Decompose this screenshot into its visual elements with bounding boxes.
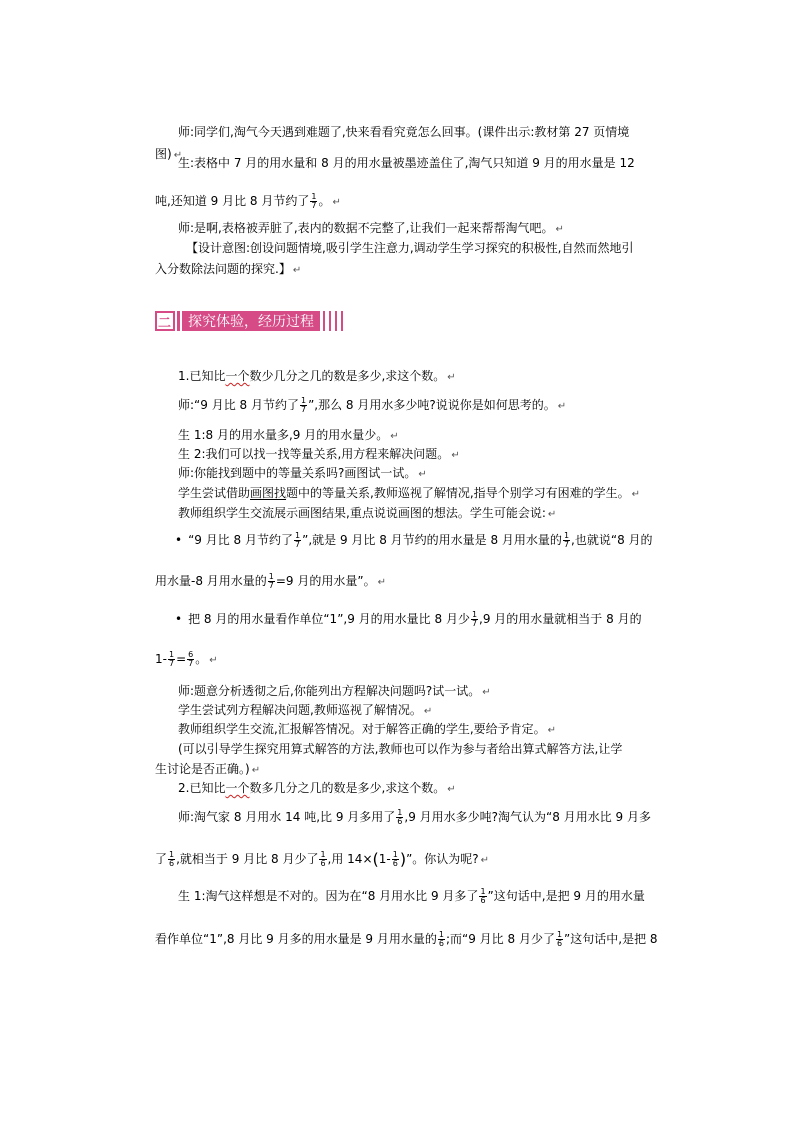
fraction: $\frac{1}{6}$ xyxy=(169,850,175,868)
paragraph-mark-icon: ↵ xyxy=(423,706,433,717)
fraction: $\frac{1}{6}$ xyxy=(392,850,398,868)
text-line xyxy=(155,193,341,211)
text: 师:是啊,表格被弄脏了,表内的数据不完整了,让我们一起来帮帮淘气吧。 xyxy=(178,221,554,235)
text-line: 生 1:淘气这样想是不对的。因为在“8 月用水比 9 月多了 $\frac{1}{6}$ ”这句话中,是把 9 月的用水量 xyxy=(178,887,645,905)
section-title-text: 探究体验，经历过程 xyxy=(188,314,314,330)
text-line: 学生尝试列方程解决问题,教师巡视了解情况。 ↵ xyxy=(178,703,433,717)
text-line: 师:淘气家 8 月用水 14 吨,比 9 月多用了 $\frac{1}{6}$ ,9 月用水多少吨?淘气认为“8 月用水比 9 月多 xyxy=(178,808,651,826)
text: 吨,还知道 9 月比 8 月节约了 xyxy=(155,194,310,208)
paragraph-mark-icon: ↵ xyxy=(631,489,641,500)
fraction: $\frac{1}{6}$ xyxy=(320,850,326,868)
bullet-line: • 把 8 月的用水量看作单位“1”,9 月的用水量比 8 月少 $\frac{1}{7}$ ,9 月的用水量就相当于 8 月的 xyxy=(175,610,642,628)
text: 【设计意图:创设问题情境,吸引学生注意力,调动学生学习探究的积极性,自然而然地引 xyxy=(186,241,634,255)
text-line: 1- $\frac{1}{7}$ = $\frac{6}{7}$ 。 ↵ xyxy=(155,650,218,668)
paragraph-mark-icon: ↵ xyxy=(547,725,557,736)
fraction: $\frac{1}{7}$ xyxy=(300,396,307,414)
bullet-icon: • xyxy=(175,533,183,547)
text: 图) xyxy=(155,147,172,161)
section-stripes xyxy=(323,311,347,331)
text-line: 师:你能找到题中的等量关系吗?画图试一试。 ↵ xyxy=(178,466,427,480)
text-line xyxy=(178,155,635,171)
paragraph-mark-icon: ↵ xyxy=(332,197,341,208)
text-line: 师:题意分析透彻之后,你能列出方程解决问题吗?试一试。 ↵ xyxy=(178,684,491,698)
paragraph-mark-icon: ↵ xyxy=(447,372,456,383)
spell-check-underline: 一个 xyxy=(225,781,250,795)
paragraph-mark-icon: ↵ xyxy=(377,577,386,588)
text-line xyxy=(186,240,634,256)
fraction: $\frac{1}{7}$ xyxy=(168,650,175,668)
text: 生:表格中 7 月的用水量和 8 月的用水量被墨迹盖住了,淘气只知道 9 月的用水量是 12 xyxy=(178,156,635,170)
paragraph-mark-icon: ↵ xyxy=(447,784,456,795)
bullet-icon: • xyxy=(175,612,183,626)
text: 入分数除法问题的探究.】 xyxy=(155,262,291,276)
paragraph-mark-icon: ↵ xyxy=(173,150,183,161)
paragraph-mark-icon: ↵ xyxy=(557,401,567,412)
text-line: 2.已知比一个数多几分之几的数是多少,求这个数。 ↵ xyxy=(178,781,456,795)
section-header xyxy=(155,311,347,331)
text-line xyxy=(155,261,301,279)
fraction: $\frac{1}{7}$ xyxy=(268,572,274,590)
section-number-box xyxy=(155,311,175,331)
fraction: $\frac{6}{7}$ xyxy=(188,650,194,668)
text-line: 学生尝试借助画图找题中的等量关系,教师巡视了解情况,指导个别学习有困难的学生。 ↵ xyxy=(178,486,641,500)
paragraph-mark-icon: ↵ xyxy=(555,224,564,235)
paragraph-mark-icon: ↵ xyxy=(482,687,491,698)
text-line: 了 $\frac{1}{6}$ ,就相当于 9 月比 8 月少了 $\frac{1}{6}$ ,用 14×(1- $\frac{1}{6}$ )”。你认为呢? ↵ xyxy=(155,849,490,869)
section-number: 二 xyxy=(157,315,172,331)
paragraph-mark-icon: ↵ xyxy=(251,765,261,776)
section-title xyxy=(182,311,320,331)
fraction: $\frac{1}{7}$ xyxy=(471,610,478,628)
fraction: $\frac{1}{6}$ xyxy=(480,887,486,905)
section-divider xyxy=(177,311,180,331)
fraction: $\frac{1}{7}$ xyxy=(311,192,317,210)
fraction: $\frac{1}{6}$ xyxy=(397,808,403,826)
text: 师:同学们,淘气今天遇到难题了,快来看看究竟怎么回事。(课件出示:教材第 27 页情境 xyxy=(178,125,630,139)
text-line xyxy=(178,124,629,140)
underlined-text: 画图找 xyxy=(250,486,287,500)
text-line: 生 2:我们可以找一找等量关系,用方程来解决问题。 ↵ xyxy=(178,447,460,461)
fraction: $\frac{1}{7}$ xyxy=(295,531,301,549)
text-line: 生 1:8 月的用水量多,9 月的用水量少。 ↵ xyxy=(178,428,399,442)
text-line xyxy=(178,220,564,238)
fraction: $\frac{1}{7}$ xyxy=(563,531,570,549)
text-line: 教师组织学生交流展示画图结果,重点说说画图的想法。学生可能会说: ↵ xyxy=(178,506,557,520)
text-line: 看作单位“1”,8 月比 9 月多的用水量是 9 月用水量的 $\frac{1}{6}$ ;而“9 月比 8 月少了 $\frac{1}{6}$ ”这句话中,是把 8 xyxy=(155,930,658,948)
spell-check-underline: 一个 xyxy=(225,369,250,383)
text-line: 师:“9 月比 8 月节约了 $\frac{1}{7}$ ”,那么 8 月用水多少吨?说说你是如何思考的。 ↵ xyxy=(178,396,567,414)
fraction: $\frac{1}{6}$ xyxy=(556,930,563,948)
paragraph-mark-icon: ↵ xyxy=(390,431,399,442)
text-line: 教师组织学生交流,汇报解答情况。对于解答正确的学生,要给予肯定。 ↵ xyxy=(178,722,557,736)
paragraph-mark-icon: ↵ xyxy=(480,855,490,866)
text-line: 1.已知比一个数少几分之几的数是多少,求这个数。 ↵ xyxy=(178,369,456,383)
text-line: 用水量-8 月用水量的 $\frac{1}{7}$ =9 月的用水量”。 ↵ xyxy=(155,572,386,590)
paragraph-mark-icon: ↵ xyxy=(292,265,302,276)
bullet-line: • “9 月比 8 月节约了 $\frac{1}{7}$ ”,就是 9 月比 8 月节约的用水量是 8 月用水量的 $\frac{1}{7}$ ,也就说“8 月的 xyxy=(175,531,653,549)
paragraph-mark-icon: ↵ xyxy=(451,450,460,461)
fraction: $\frac{1}{6}$ xyxy=(438,930,444,948)
text-line: (可以引导学生探究用算式解答的方法,教师也可以作为参与者给出算式解答方法,让学 xyxy=(178,742,623,756)
text-line: 生讨论是否正确。) ↵ xyxy=(155,762,261,776)
paragraph-mark-icon: ↵ xyxy=(547,509,557,520)
text: 。 xyxy=(318,194,331,208)
paragraph-mark-icon: ↵ xyxy=(418,469,427,480)
paragraph-mark-icon: ↵ xyxy=(209,655,218,666)
